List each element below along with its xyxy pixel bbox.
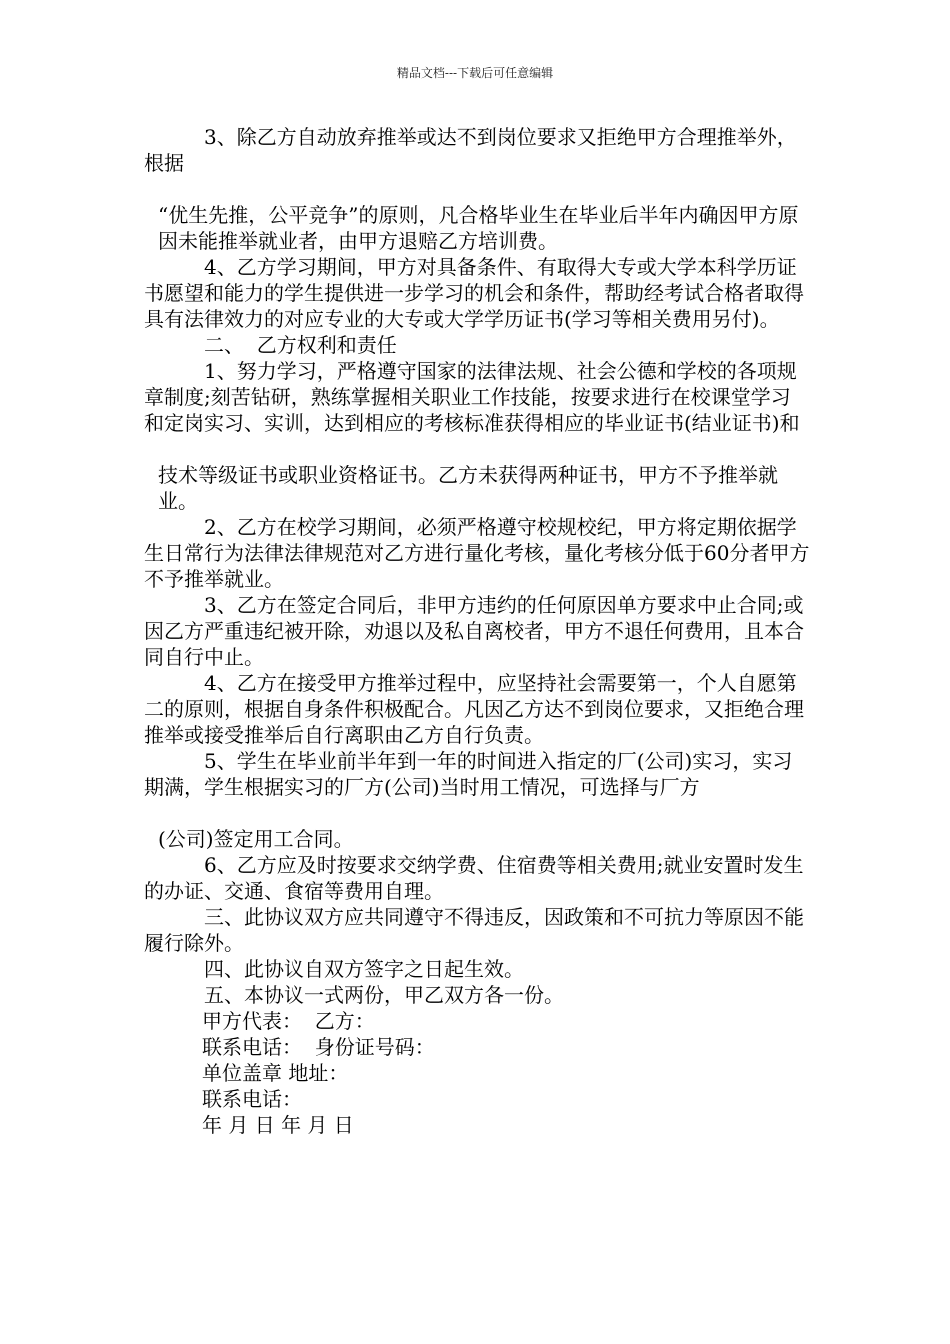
- paragraph-clause-4: 4、乙方学习期间，甲方对具备条件、有取得大专或大学本科学历证书愿望和能力的学生提供进一步学习的机会和条件，帮助经考试合格者取得具有法律效力的对应专业的大专或大学学历证书(学习等相关费用另付)。: [144, 255, 804, 331]
- section-heading-2: 二、 乙方权利和责任: [204, 333, 397, 357]
- paragraph-b-2: 2、乙方在校学习期间，必须严格遵守校规校纪，甲方将定期依据学生日常行为法律法律规范对乙方进行量化考核，量化考核分低于60分者甲方不予推举就业。: [144, 515, 810, 591]
- paragraph-b-4: 4、乙方在接受甲方推举过程中，应坚持社会需要第一，个人自愿第二的原则，根据自身条件积极配合。凡因乙方达不到岗位要求，又拒绝合理推举或接受推举后自行离职由乙方自行负责。: [144, 671, 804, 747]
- signature-line-seal-address: 单位盖章 地址：: [202, 1061, 349, 1085]
- paragraph-b-3: 3、乙方在签定合同后，非甲方违约的任何原因单方要求中止合同;或因乙方严重违纪被开除，劝退以及私自离校者，甲方不退任何费用，且本合同自行中止。: [144, 593, 804, 669]
- signature-line-phone-id: 联系电话： 身份证号码：: [202, 1035, 435, 1059]
- signature-line-date: 年 月 日 年 月 日: [202, 1113, 354, 1137]
- paragraph-section-4: 四、此协议自双方签字之日起生效。: [204, 957, 524, 981]
- signature-line-phone: 联系电话：: [202, 1087, 302, 1111]
- paragraph-b-5-cont: (公司)签定用工合同。: [158, 827, 354, 851]
- paragraph-clause-3: 3、除乙方自动放弃推举或达不到岗位要求又拒绝甲方合理推举外，根据: [144, 125, 797, 175]
- paragraph-section-5: 五、本协议一式两份，甲乙双方各一份。: [204, 983, 564, 1007]
- paragraph-clause-3-cont: “优生先推，公平竞争”的原则，凡合格毕业生在毕业后半年内确因甲方原因未能推举就业者，由甲方退赔乙方培训费。: [158, 203, 799, 253]
- document-body: [144, 124, 810, 1138]
- paragraph-section-3: 三、此协议双方应共同遵守不得违反，因政策和不可抗力等原因不能履行除外。: [144, 905, 804, 955]
- paragraph-b-6: 6、乙方应及时按要求交纳学费、住宿费等相关费用;就业安置时发生的办证、交通、食宿等费用自理。: [144, 853, 804, 903]
- signature-line-party-a: 甲方代表： 乙方：: [202, 1009, 375, 1033]
- page-header: 精品文档---下载后可任意编辑: [396, 66, 554, 80]
- paragraph-b-5: 5、学生在毕业前半年到一年的时间进入指定的厂(公司)实习，实习期满，学生根据实习的厂方(公司)当时用工情况，可选择与厂方: [144, 749, 793, 799]
- paragraph-b-1-cont: 技术等级证书或职业资格证书。乙方未获得两种证书，甲方不予推举就业。: [158, 463, 778, 513]
- paragraph-b-1: 1、努力学习，严格遵守国家的法律法规、社会公德和学校的各项规章制度;刻苦钻研，熟练掌握相关职业工作技能，按要求进行在校课堂学习和定岗实习、实训，达到相应的考核标准获得相应的毕业证书(结业证书)和: [144, 359, 800, 435]
